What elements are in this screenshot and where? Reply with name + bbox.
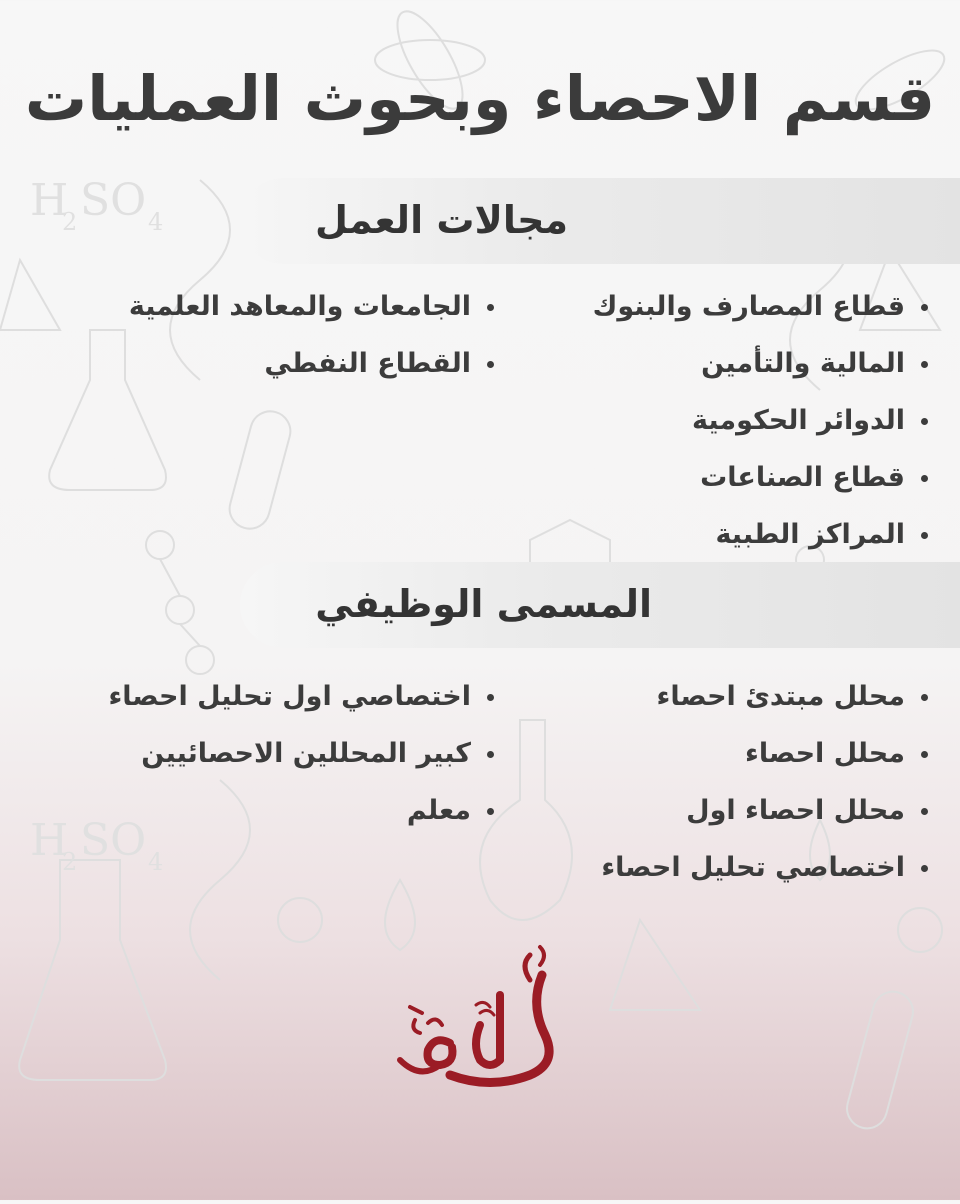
list-item: كبير المحللين الاحصائيين [108,725,494,782]
jobs-list-right [601,668,928,896]
list-item: محلل احصاء [601,725,928,782]
list-item: اختصاصي اول تحليل احصاء [108,668,494,725]
jobs-list-left [108,668,494,839]
bullet-icon [487,361,494,368]
list-item: محلل مبتدئ احصاء [601,668,928,725]
list-item: الجامعات والمعاهد العلمية [129,278,494,335]
bullet-icon [921,694,928,701]
calligraphy-logo-icon [380,935,580,1105]
bullet-icon [921,475,928,482]
svg-text:4: 4 [148,848,164,876]
list-item: قطاع المصارف والبنوك [593,278,928,335]
svg-text:2: 2 [62,208,78,236]
list-item: الدوائر الحكومية [593,392,928,449]
list-item: المراكز الطبية [593,506,928,563]
test-tube-icon [225,407,295,533]
bullet-icon [921,418,928,425]
bullet-icon [487,808,494,815]
pyramid-icon [0,260,60,330]
list-item: معلم [108,782,494,839]
svg-text:2: 2 [62,848,78,876]
list-item: القطاع النفطي [129,335,494,392]
svg-text:SO: SO [80,175,147,226]
bullet-icon [487,694,494,701]
fields-list-right [593,278,928,563]
section-heading-fields: مجالات العمل [314,198,568,242]
molecule-icon [146,531,174,559]
svg-text:4: 4 [148,208,164,236]
svg-text:H: H [30,815,69,866]
bullet-icon [487,304,494,311]
bullet-icon [487,751,494,758]
bullet-icon [921,532,928,539]
bullet-icon [921,361,928,368]
bullet-icon [921,751,928,758]
page-title: قسم الاحصاء وبحوث العمليات [24,62,936,135]
list-item: محلل احصاء اول [601,782,928,839]
section-heading-jobs: المسمى الوظيفي [315,582,652,626]
brand-logo [380,935,580,1105]
list-item: قطاع الصناعات [593,449,928,506]
list-item: اختصاصي تحليل احصاء [601,839,928,896]
bulb-icon [278,898,322,942]
flask-icon [19,860,166,1080]
bullet-icon [921,808,928,815]
bullet-icon [921,865,928,872]
fields-list-left [129,278,494,392]
test-tube-icon [843,987,918,1133]
list-item: المالية والتأمين [593,335,928,392]
svg-text:H: H [30,175,69,226]
svg-text:SO: SO [80,815,147,866]
bullet-icon [921,304,928,311]
